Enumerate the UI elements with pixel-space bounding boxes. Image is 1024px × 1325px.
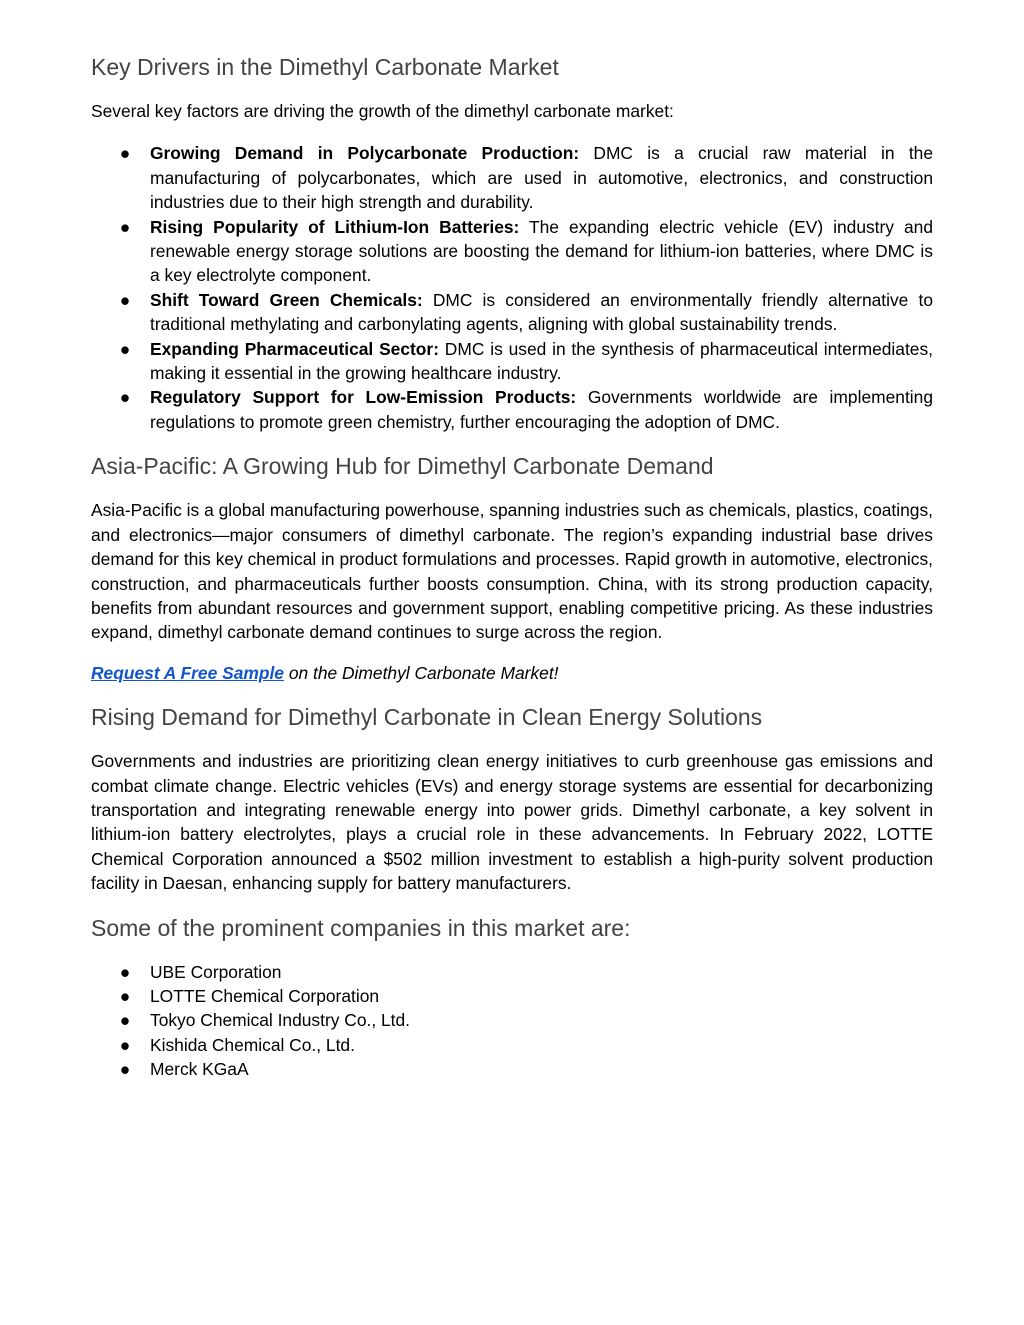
company-name: Tokyo Chemical Industry Co., Ltd. (150, 1010, 411, 1031)
heading-asia-pacific: Asia-Pacific: A Growing Hub for Dimethyl Carbonate Demand (91, 453, 714, 480)
company-name: UBE Corporation (150, 961, 282, 982)
company-name: LOTTE Chemical Corporation (150, 985, 380, 1006)
bullet-icon: ● (119, 1034, 131, 1055)
bullet-icon: ● (119, 289, 131, 310)
asia-pacific-body: Asia-Pacific is a global manufacturing powerhouse, spanning industries such as chemicals, plastics, coatings, and electronics—major consumers of dimethyl carbonate. The region’s expanding industrial base drives demand for this key chemical in product formulations and processes. Rapid growth in automotive, electronics, construction, and pharmaceuticals further boosts consumption. China, with its strong production capacity, benefits from abundant resources and government support, enabling competitive pricing. As these industries expand, dimethyl carbonate demand continues to surge across the region. (91, 500, 933, 643)
list-item (119, 960, 933, 984)
key-drivers-intro: Several key factors are driving the growth of the dimethyl carbonate market: (91, 101, 674, 121)
list-item (119, 215, 933, 288)
bullet-icon: ● (119, 985, 131, 1006)
bullet-icon: ● (119, 961, 131, 982)
companies-list (91, 960, 933, 1082)
heading-companies: Some of the prominent companies in this market are: (91, 914, 631, 941)
item-text: DMC is a crucial raw material in the manufacturing of polycarbonates, which are used in automotive, electronics, and construction industries due to their high strength and durability. (150, 143, 933, 213)
item-title: Rising Popularity of Lithium-Ion Batteries: (150, 216, 520, 237)
sample-request-line (91, 661, 933, 685)
list-item (119, 385, 933, 434)
item-title: Expanding Pharmaceutical Sector: (150, 338, 439, 359)
bullet-icon: ● (119, 387, 131, 408)
clean-energy-body: Governments and industries are prioritizing clean energy initiatives to curb greenhouse gas emissions and combat climate change. Electric vehicles (EVs) and energy storage systems are essential for decarbonizing transportation and integrating renewable energy into power grids. Dimethyl carbonate, a key solvent in lithium-ion battery electrolytes, plays a crucial role in these advancements. In February 2022, LOTTE Chemical Corporation announced a $502 million investment to establish a high-purity solvent production facility in Daesan, enhancing supply for battery manufacturers. (91, 751, 933, 894)
item-title: Shift Toward Green Chemicals: (150, 289, 423, 310)
sample-request-suffix: on the Dimethyl Carbonate Market! (283, 662, 559, 683)
list-item (119, 288, 933, 337)
request-sample-link[interactable]: Request A Free Sample (91, 662, 284, 683)
list-item (119, 1033, 933, 1057)
key-drivers-list (91, 141, 933, 434)
item-title: Regulatory Support for Low-Emission Products: (150, 387, 577, 408)
document-page (91, 0, 933, 1082)
item-text: Governments worldwide are implementing regulations to promote green chemistry, further encouraging the adoption of DMC. (150, 387, 933, 432)
bullet-icon: ● (119, 1010, 131, 1031)
list-item (119, 1057, 933, 1081)
heading-clean-energy: Rising Demand for Dimethyl Carbonate in Clean Energy Solutions (91, 704, 763, 731)
bullet-icon: ● (119, 338, 131, 359)
item-text: The expanding electric vehicle (EV) industry and renewable energy storage solutions are boosting the demand for lithium-ion batteries, where DMC is a key electrolyte component. (150, 216, 933, 286)
item-text: DMC is used in the synthesis of pharmaceutical intermediates, making it essential in the growing healthcare industry. (150, 338, 933, 384)
company-name: Merck KGaA (150, 1059, 249, 1080)
company-name: Kishida Chemical Co., Ltd. (150, 1034, 355, 1055)
list-item (119, 1008, 933, 1032)
bullet-icon: ● (119, 1059, 131, 1080)
item-text: DMC is considered an environmentally friendly alternative to traditional methylating and carbonylating agents, aligning with global sustainability trends. (150, 289, 933, 335)
bullet-icon: ● (119, 216, 131, 237)
list-item (119, 337, 933, 386)
heading-key-drivers: Key Drivers in the Dimethyl Carbonate Market (91, 54, 559, 80)
list-item (119, 984, 933, 1008)
item-title: Growing Demand in Polycarbonate Production: (150, 143, 580, 164)
list-item (119, 141, 933, 214)
bullet-icon: ● (119, 143, 131, 164)
